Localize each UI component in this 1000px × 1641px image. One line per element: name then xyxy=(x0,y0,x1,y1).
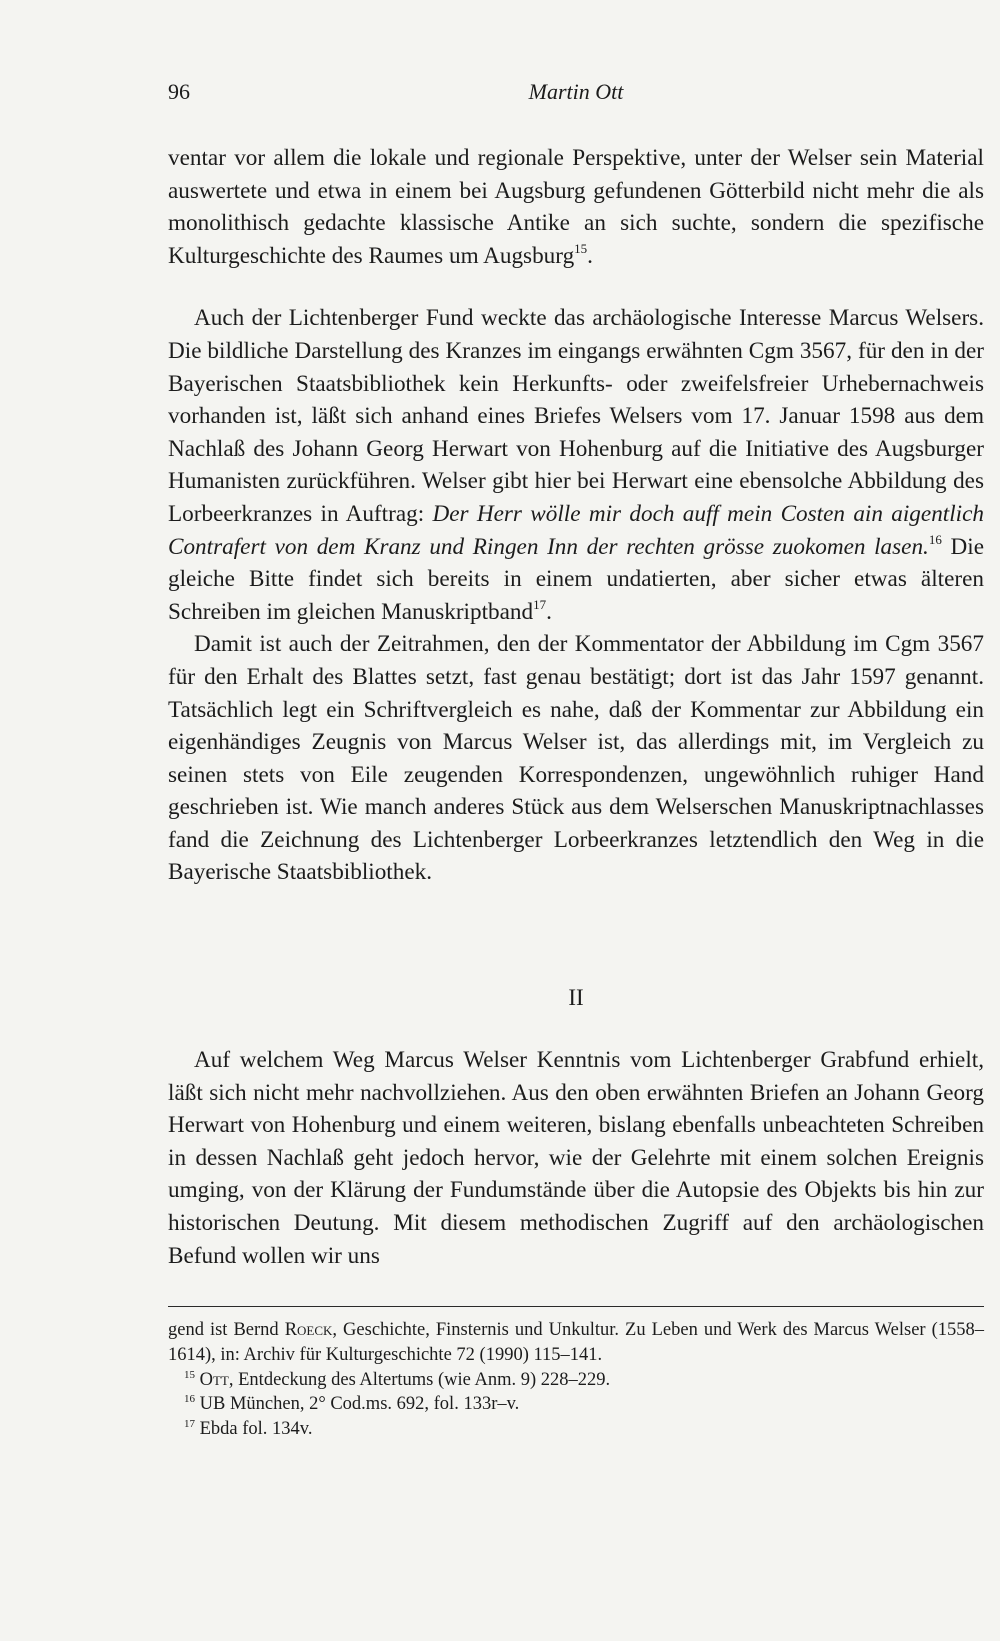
page-number: 96 xyxy=(168,79,190,104)
footnote-cont-post: , Geschichte, Finsternis und Unkultur. Zu Leben und Werk des Marcus Welser (1558–1614), in: Archiv für Kulturgeschichte 72 (1990) 115–141. xyxy=(168,1320,985,1365)
footnote-15 xyxy=(168,1368,984,1393)
section-heading: II xyxy=(568,985,584,1010)
paragraph-1-text: ventar vor allem die lokale und regionale Perspektive, unter der Welser sein Material auswertete und etwa in einem bei Augsburg gefundenen Götterbild nicht mehr die als monolithisch gedachte klassische Antike an sich suchte, sondern die spezifische Kulturgeschichte des Raumes um Augsburg xyxy=(168,145,984,269)
paragraph-2-end: . xyxy=(546,598,552,625)
footnote-text: UB München, 2° Cod.ms. 692, fol. 133r–v. xyxy=(199,1394,520,1415)
footnote-continuation xyxy=(168,1318,984,1368)
section-paragraph-1: Auf welchem Weg Marcus Welser Kenntnis vom Lichtenberger Grabfund erhielt, läßt sich nicht mehr nachvollziehen. Aus den oben erwähnten Briefen an Johann Georg Herwart von Hohenburg und einem weiteren, bislang ebenfalls unbeachteten Schreiben in dessen Nachlaß geht jedoch hervor, wie der Gelehrte mit einem solchen Ereignis umging, von der Klärung der Fundumstände über die Autopsie des Objekts bis hin zur historischen Deutung. Mit diesem methodischen Zugriff auf den archäologischen Befund wollen wir uns xyxy=(168,1047,984,1269)
running-title: Martin Ott xyxy=(528,79,624,104)
footnotes xyxy=(168,1318,984,1442)
footnote-17 xyxy=(168,1417,984,1442)
footnote-text: , Entdeckung des Altertums (wie Anm. 9) 228–229. xyxy=(228,1369,611,1390)
footnote-divider xyxy=(168,1306,984,1307)
section-text xyxy=(168,1044,984,1272)
paragraph-2-text-b: Die gleiche Bitte findet sich bereits in einem undatierten, aber sicher etwas älteren Schreiben im gleichen Manuskriptband xyxy=(168,533,984,625)
footnote-author-ott: Ott xyxy=(199,1369,229,1390)
footnote-ref-16: 16 xyxy=(928,531,942,547)
footnote-16 xyxy=(168,1392,984,1417)
paragraph-1-end: . xyxy=(587,242,593,269)
footnote-cont-pre: gend ist Bernd xyxy=(168,1320,285,1340)
footnote-number: 15 xyxy=(184,1368,195,1381)
footnote-number: 17 xyxy=(184,1418,195,1431)
footnote-ref-15: 15 xyxy=(574,240,588,256)
paragraph-2 xyxy=(168,302,984,628)
paragraph-2-text: Auch der Lichtenberger Fund weckte das archäologische Interesse Marcus Welsers. Die bildliche Darstellung des Kranzes im eingangs erwähnten Cgm 3567, für den in der Bayerischen Staatsbibliothek kein Herkunfts- oder zweifelsfreier Urhebernachweis vorhanden ist, läßt sich anhand eines Briefes Welsers vom 17. Januar 1598 aus dem Nachlaß des Johann Georg Herwart von Hohenburg auf die Initiative des Augsburger Humanisten zurückführen. Welser gibt hier bei Herwart eine ebensolche Abbildung des Lorbeerkranzes in Auftrag: xyxy=(168,305,984,527)
main-text xyxy=(168,142,984,889)
footnote-number: 16 xyxy=(184,1393,195,1406)
welser-quote: Der Herr wölle mir doch auff mein Costen ain aigentlich Contrafert von dem Kranz und Ringen Inn der rechten grösse zuokomen lasen. xyxy=(168,500,985,560)
footnote-author-roeck: Roeck xyxy=(284,1320,333,1340)
paragraph-3: Damit ist auch der Zeitrahmen, den der Kommentator der Abbildung im Cgm 3567 für den Erhalt des Blattes setzt, fast genau bestätigt; dort ist das Jahr 1597 genannt. Tatsächlich legt ein Schriftvergleich es nahe, daß der Kommentar zur Abbildung ein eigenhändiges Zeugnis von Marcus Welser ist, das allerdings mit, im Vergleich zu seinen stets von Eile zeugenden Korrespondenzen, ungewöhnlich ruhiger Hand geschrieben ist. Wie manch anderes Stück aus dem Welserschen Manuskriptnachlasses fand die Zeichnung des Lichtenberger Lorbeerkranzes letztendlich den Weg in die Bayerische Staatsbibliothek. xyxy=(168,631,984,886)
footnote-text: Ebda fol. 134v. xyxy=(199,1419,313,1440)
footnote-ref-17: 17 xyxy=(533,596,547,612)
paragraph-1 xyxy=(168,142,984,272)
